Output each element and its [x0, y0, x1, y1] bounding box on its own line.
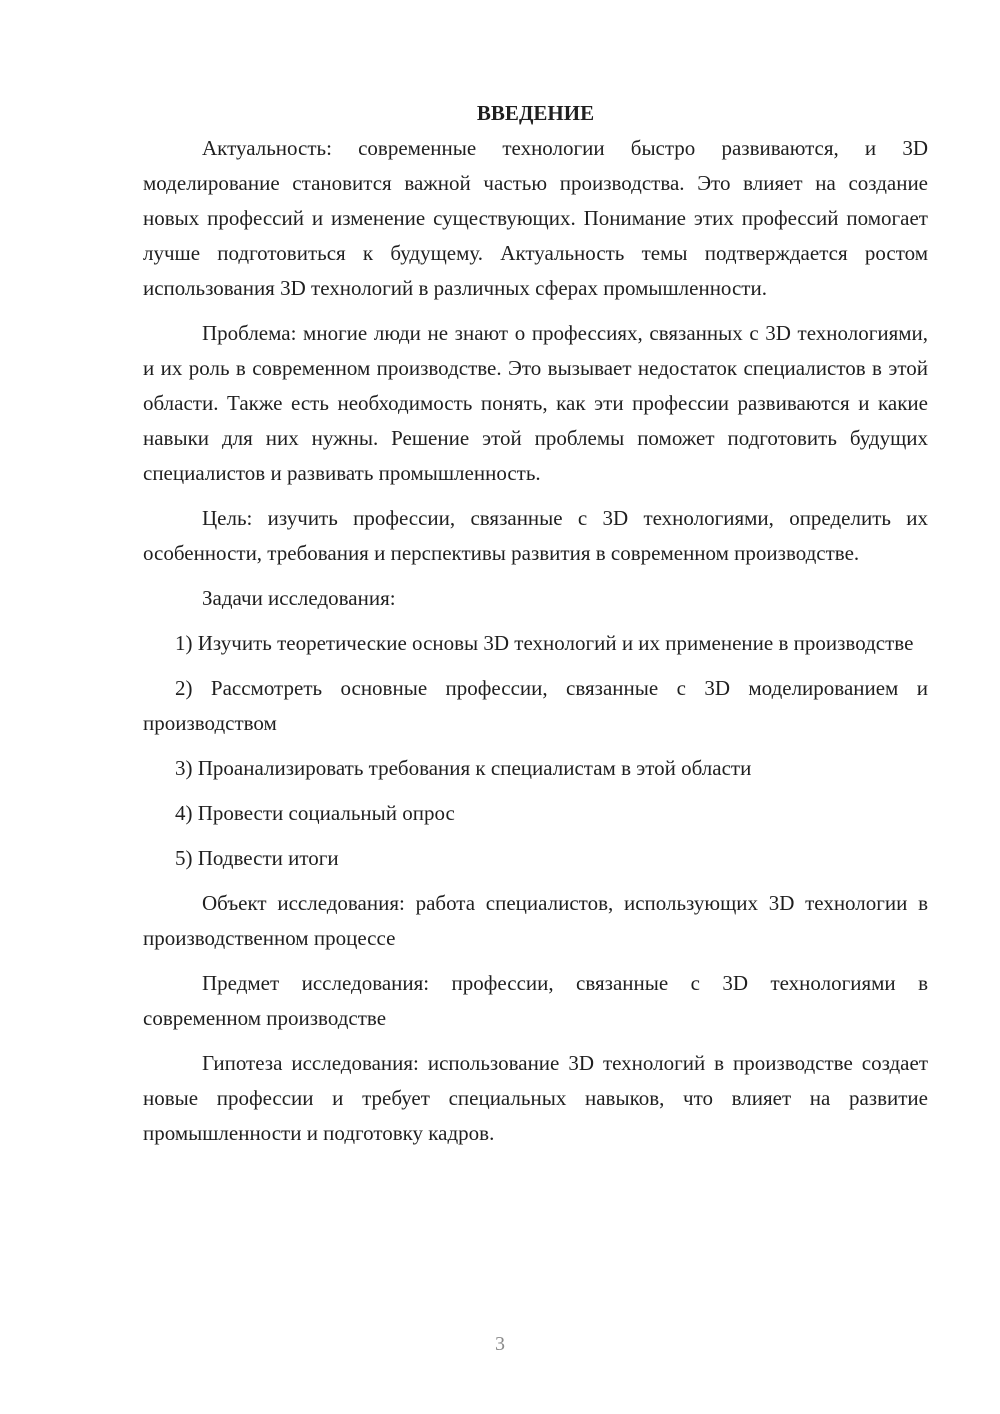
document-body — [143, 96, 928, 1161]
relevance-paragraph: Актуальность: современные технологии быстро развиваются, и 3D моделирование становится важной частью производства. Это влияет на создание новых профессий и изменение существующих. Понимание этих профессий помогает лучше подготовиться к будущему. Актуальность темы подтверждается ростом использования 3D технологий в различных сферах промышленности. — [143, 136, 928, 300]
problem-paragraph: Проблема: многие люди не знают о профессиях, связанных с 3D технологиями, и их роль в современном производстве. Это вызывает недостаток специалистов в этой области. Также есть необходимость понять, как эти профессии развиваются и какие навыки для них нужны. Решение этой проблемы поможет подготовить будущих специалистов и развивать промышленность. — [143, 321, 928, 485]
task-item-3: 3) Проанализировать требования к специалистам в этой области — [175, 756, 752, 780]
page-title: ВВЕДЕНИЕ — [476, 101, 595, 125]
task-item-5: 5) Подвести итоги — [175, 846, 339, 870]
task-item-2: 2) Рассмотреть основные профессии, связанные с 3D моделированием и производством — [143, 676, 928, 735]
tasks-heading: Задачи исследования: — [202, 586, 396, 610]
object-paragraph: Объект исследования: работа специалистов, использующих 3D технологии в производственном процессе — [143, 891, 928, 950]
subject-paragraph: Предмет исследования: профессии, связанные с 3D технологиями в современном производстве — [143, 971, 928, 1030]
task-item-4: 4) Провести социальный опрос — [175, 801, 455, 825]
hypothesis-paragraph: Гипотеза исследования: использование 3D технологий в производстве создает новые профессии и требует специальных навыков, что влияет на развитие промышленности и подготовку кадров. — [143, 1051, 928, 1145]
task-item-1: 1) Изучить теоретические основы 3D технологий и их применение в производстве — [175, 631, 914, 655]
page-number: 3 — [495, 1333, 505, 1355]
goal-paragraph: Цель: изучить профессии, связанные с 3D технологиями, определить их особенности, требования и перспективы развития в современном производстве. — [143, 506, 928, 565]
